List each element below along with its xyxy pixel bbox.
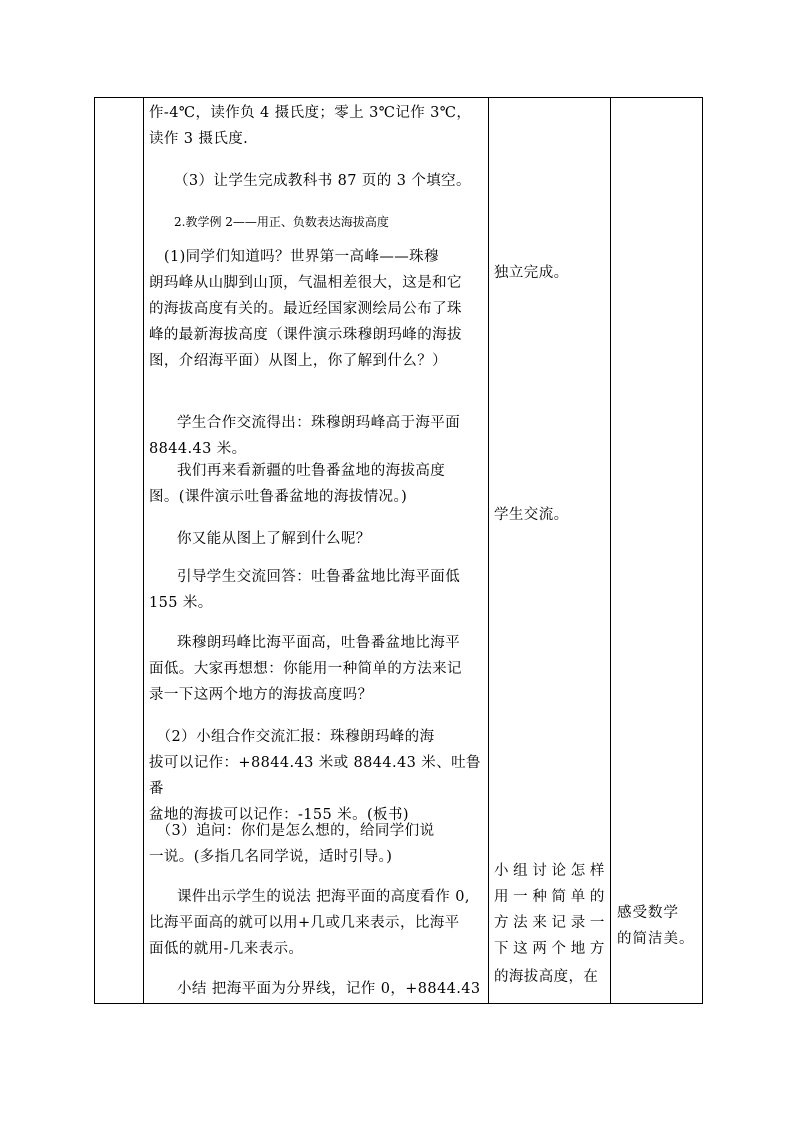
student-note-line: 的海拔高度，在 bbox=[494, 969, 599, 985]
paragraph-group-report: （2）小组合作交流汇报：珠穆朗玛峰的海 拔可以记作：+8844.43 米或 8844.43 米、吐鲁番 盆地的海拔可以记作：-155 米。(板书) bbox=[149, 729, 481, 823]
section-heading-example-2: 2.教学例 2——用正、负数表达海拔高度 bbox=[174, 215, 389, 229]
paragraph-textbook-exercise: （3）让学生完成教科书 87 页的 3 个填空。 bbox=[174, 173, 471, 189]
student-activity-cell bbox=[489, 98, 611, 1004]
student-note-independent: 独立完成。 bbox=[494, 265, 569, 281]
paragraph-student-conclusion: 学生合作交流得出：珠穆朗玛峰高于海平面 8844.43 米。 bbox=[149, 415, 461, 457]
paragraph-question: 你又能从图上了解到什么呢？ bbox=[177, 531, 371, 547]
design-purpose-cell bbox=[611, 98, 703, 1004]
student-note-line: 下这两个地方 bbox=[494, 941, 606, 957]
student-note-line: 小组讨论怎样 bbox=[494, 863, 606, 879]
paragraph-temperature-reading: 作-4℃，读作负 4 摄氏度；零上 3℃记作 3℃， 读作 3 摄氏度. bbox=[149, 105, 472, 147]
student-note-discuss: 学生交流。 bbox=[494, 507, 569, 523]
stage-column-cell bbox=[95, 98, 144, 1004]
table-row bbox=[95, 98, 703, 1004]
student-note-line: 方法来记录一 bbox=[494, 915, 606, 931]
paragraph-summary: 小结 把海平面为分界线，记作 0，+8844.43 bbox=[177, 981, 481, 997]
purpose-line: 感受数学 bbox=[617, 905, 679, 921]
student-note-line: 用一种简单的 bbox=[494, 889, 606, 905]
paragraph-everest-intro: (1)同学们知道吗？世界第一高峰——珠穆 朗玛峰从山脚到山顶，气温相差很大，这是和它 的海拔高度有关的。最近经国家测绘局公布了珠 峰的最新海拔高度（课件演示珠穆朗玛峰的海拔 图，介绍海平面）从图上，你了解到什么？） bbox=[149, 249, 462, 369]
paragraph-turpan-basin: 我们再来看新疆的吐鲁番盆地的海拔高度 图。(课件演示吐鲁番盆地的海拔情况。) bbox=[149, 463, 446, 505]
paragraph-follow-up: （3）追问：你们是怎么想的，给同学们说 一说。(多指几名同学说，适时引导。) bbox=[149, 823, 435, 865]
lesson-plan-table bbox=[94, 97, 703, 1004]
purpose-line: 的简洁美。 bbox=[617, 931, 695, 947]
paragraph-guided-answer: 引导学生交流回答：吐鲁番盆地比海平面低 155 米。 bbox=[149, 569, 461, 611]
teaching-process-cell bbox=[144, 98, 489, 1004]
paragraph-comparison: 珠穆朗玛峰比海平面高，吐鲁番盆地比海平 面低。大家再想想：你能用一种简单的方法来记 录一下这两个地方的海拔高度吗？ bbox=[149, 635, 462, 703]
paragraph-courseware-explanation: 课件出示学生的说法 把海平面的高度看作 0, 比海平面高的就可以用+几或几来表示，比海平 面低的就用-几来表示。 bbox=[149, 889, 470, 957]
